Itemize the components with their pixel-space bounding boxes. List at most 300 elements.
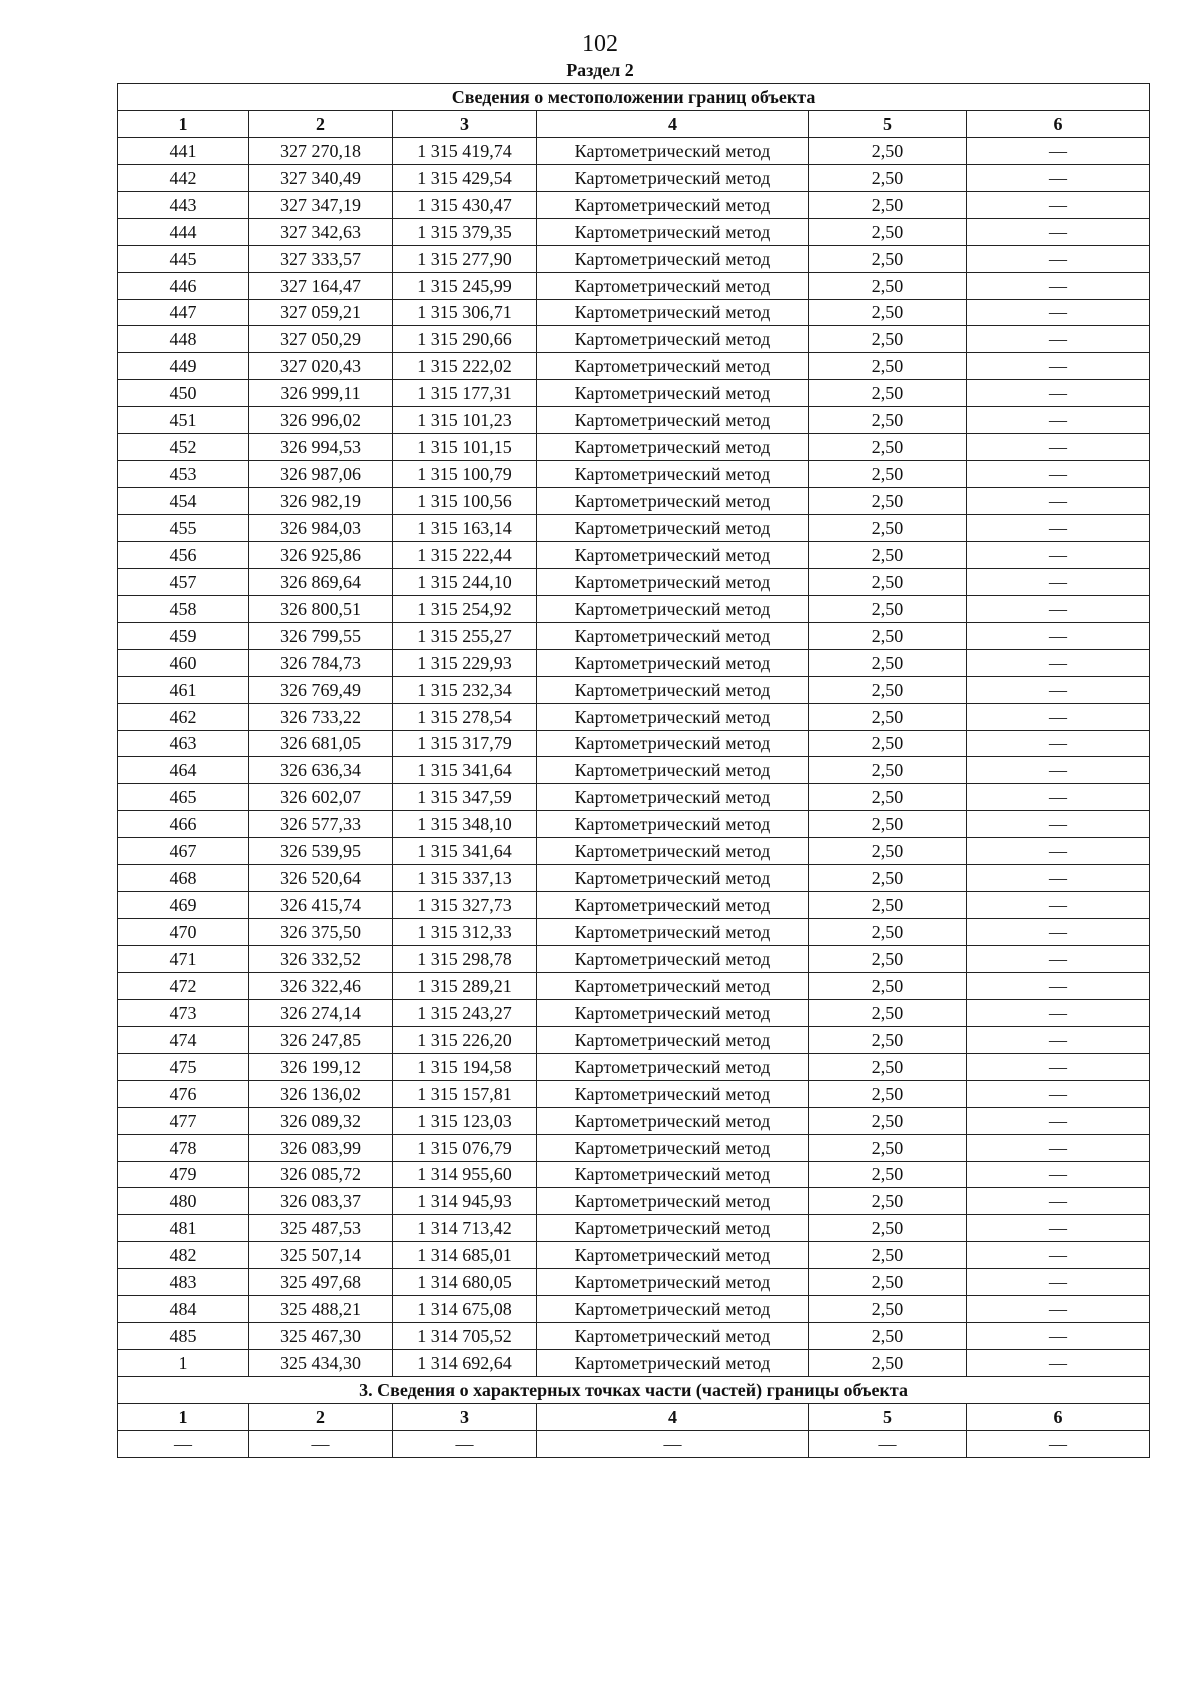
description-cell: — (967, 272, 1150, 299)
accuracy-cell: 2,50 (809, 218, 967, 245)
x-coordinate-cell: 326 085,72 (249, 1161, 393, 1188)
point-number-cell: 452 (118, 434, 249, 461)
accuracy-cell: 2,50 (809, 919, 967, 946)
point-number-cell: 458 (118, 595, 249, 622)
x-coordinate-cell: 327 340,49 (249, 164, 393, 191)
y-coordinate-cell: 1 315 229,93 (393, 649, 537, 676)
method-cell: Картометрический метод (537, 811, 809, 838)
method-cell: Картометрический метод (537, 999, 809, 1026)
table-row (118, 595, 1150, 622)
table-row (118, 784, 1150, 811)
section3-header-row (118, 1403, 1150, 1430)
y-coordinate-cell: 1 314 955,60 (393, 1161, 537, 1188)
accuracy-cell: 2,50 (809, 1215, 967, 1242)
accuracy-cell: 2,50 (809, 380, 967, 407)
column-header: 4 (537, 1403, 809, 1430)
y-coordinate-cell: 1 315 298,78 (393, 946, 537, 973)
table-row (118, 541, 1150, 568)
description-cell: — (967, 784, 1150, 811)
page-number: 102 (582, 31, 618, 57)
table-row (118, 1053, 1150, 1080)
method-cell: Картометрический метод (537, 380, 809, 407)
table-row (118, 164, 1150, 191)
method-cell: Картометрический метод (537, 1080, 809, 1107)
x-coordinate-cell: 326 769,49 (249, 676, 393, 703)
method-cell: Картометрический метод (537, 1215, 809, 1242)
accuracy-cell: 2,50 (809, 757, 967, 784)
description-cell: — (967, 515, 1150, 542)
column-header: 2 (249, 1403, 393, 1430)
x-coordinate-cell: 326 602,07 (249, 784, 393, 811)
method-cell: Картометрический метод (537, 1323, 809, 1350)
y-coordinate-cell: 1 315 076,79 (393, 1134, 537, 1161)
y-coordinate-cell: 1 315 254,92 (393, 595, 537, 622)
description-cell: — (967, 137, 1150, 164)
method-cell: Картометрический метод (537, 757, 809, 784)
description-cell: — (967, 757, 1150, 784)
description-cell: — (967, 407, 1150, 434)
x-coordinate-cell: 326 733,22 (249, 703, 393, 730)
x-coordinate-cell: 325 487,53 (249, 1215, 393, 1242)
table-row (118, 1242, 1150, 1269)
description-cell: — (967, 1161, 1150, 1188)
column-header: 3 (393, 110, 537, 137)
table-row (118, 434, 1150, 461)
accuracy-cell: 2,50 (809, 434, 967, 461)
point-number-cell: 447 (118, 299, 249, 326)
x-coordinate-cell: 326 136,02 (249, 1080, 393, 1107)
point-number-cell: 479 (118, 1161, 249, 1188)
description-cell: — (967, 326, 1150, 353)
y-coordinate-cell: 1 315 157,81 (393, 1080, 537, 1107)
y-coordinate-cell: 1 314 705,52 (393, 1323, 537, 1350)
method-cell: Картометрический метод (537, 892, 809, 919)
table-row (118, 1080, 1150, 1107)
y-coordinate-cell: 1 315 341,64 (393, 757, 537, 784)
accuracy-cell: 2,50 (809, 784, 967, 811)
point-number-cell: 451 (118, 407, 249, 434)
description-cell: — (967, 730, 1150, 757)
description-cell: — (967, 999, 1150, 1026)
table-row (118, 326, 1150, 353)
y-coordinate-cell: 1 314 680,05 (393, 1269, 537, 1296)
x-coordinate-cell: 325 467,30 (249, 1323, 393, 1350)
method-cell: Картометрический метод (537, 1107, 809, 1134)
description-cell: — (967, 919, 1150, 946)
accuracy-cell: 2,50 (809, 191, 967, 218)
column-header: 6 (967, 1403, 1150, 1430)
table-row (118, 676, 1150, 703)
table-title: Сведения о местоположении границ объекта (118, 84, 1150, 111)
point-number-cell: 455 (118, 515, 249, 542)
method-cell: Картометрический метод (537, 622, 809, 649)
description-cell: — (967, 434, 1150, 461)
method-cell: Картометрический метод (537, 838, 809, 865)
y-coordinate-cell: 1 315 100,79 (393, 461, 537, 488)
x-coordinate-cell: 325 497,68 (249, 1269, 393, 1296)
x-coordinate-cell: 326 083,99 (249, 1134, 393, 1161)
accuracy-cell: 2,50 (809, 676, 967, 703)
description-cell: — (967, 1107, 1150, 1134)
x-coordinate-cell: 326 274,14 (249, 999, 393, 1026)
column-header-row (118, 110, 1150, 137)
description-cell: — (967, 892, 1150, 919)
point-number-cell: 467 (118, 838, 249, 865)
y-coordinate-cell: 1 314 713,42 (393, 1215, 537, 1242)
table-row (118, 568, 1150, 595)
description-cell: — (967, 1053, 1150, 1080)
point-number-cell: 442 (118, 164, 249, 191)
y-coordinate-cell: 1 314 685,01 (393, 1242, 537, 1269)
empty-cell: — (118, 1430, 249, 1457)
y-coordinate-cell: 1 315 317,79 (393, 730, 537, 757)
method-cell: Картометрический метод (537, 865, 809, 892)
x-coordinate-cell: 326 982,19 (249, 488, 393, 515)
x-coordinate-cell: 327 342,63 (249, 218, 393, 245)
accuracy-cell: 2,50 (809, 272, 967, 299)
point-number-cell: 468 (118, 865, 249, 892)
point-number-cell: 449 (118, 353, 249, 380)
table-row (118, 1134, 1150, 1161)
y-coordinate-cell: 1 315 177,31 (393, 380, 537, 407)
column-header: 5 (809, 1403, 967, 1430)
point-number-cell: 453 (118, 461, 249, 488)
accuracy-cell: 2,50 (809, 1053, 967, 1080)
description-cell: — (967, 1215, 1150, 1242)
description-cell: — (967, 1242, 1150, 1269)
x-coordinate-cell: 326 083,37 (249, 1188, 393, 1215)
point-number-cell: 448 (118, 326, 249, 353)
method-cell: Картометрический метод (537, 326, 809, 353)
accuracy-cell: 2,50 (809, 1188, 967, 1215)
accuracy-cell: 2,50 (809, 946, 967, 973)
point-number-cell: 478 (118, 1134, 249, 1161)
y-coordinate-cell: 1 315 341,64 (393, 838, 537, 865)
description-cell: — (967, 946, 1150, 973)
x-coordinate-cell: 326 520,64 (249, 865, 393, 892)
description-cell: — (967, 164, 1150, 191)
description-cell: — (967, 218, 1150, 245)
method-cell: Картометрический метод (537, 434, 809, 461)
description-cell: — (967, 595, 1150, 622)
y-coordinate-cell: 1 315 226,20 (393, 1026, 537, 1053)
method-cell: Картометрический метод (537, 649, 809, 676)
description-cell: — (967, 1134, 1150, 1161)
table-row (118, 1215, 1150, 1242)
method-cell: Картометрический метод (537, 272, 809, 299)
x-coordinate-cell: 327 333,57 (249, 245, 393, 272)
description-cell: — (967, 1080, 1150, 1107)
x-coordinate-cell: 326 539,95 (249, 838, 393, 865)
table-row (118, 703, 1150, 730)
y-coordinate-cell: 1 314 945,93 (393, 1188, 537, 1215)
method-cell: Картометрический метод (537, 488, 809, 515)
column-header: 4 (537, 110, 809, 137)
x-coordinate-cell: 325 434,30 (249, 1350, 393, 1377)
point-number-cell: 446 (118, 272, 249, 299)
table-row (118, 649, 1150, 676)
x-coordinate-cell: 326 636,34 (249, 757, 393, 784)
description-cell: — (967, 622, 1150, 649)
method-cell: Картометрический метод (537, 353, 809, 380)
method-cell: Картометрический метод (537, 919, 809, 946)
method-cell: Картометрический метод (537, 137, 809, 164)
description-cell: — (967, 1296, 1150, 1323)
y-coordinate-cell: 1 314 675,08 (393, 1296, 537, 1323)
y-coordinate-cell: 1 315 379,35 (393, 218, 537, 245)
section3-title: 3. Сведения о характерных точках части (частей) границы объекта (118, 1377, 1150, 1404)
point-number-cell: 475 (118, 1053, 249, 1080)
boundary-table-body (118, 84, 1150, 1458)
empty-cell: — (393, 1430, 537, 1457)
table-row (118, 515, 1150, 542)
x-coordinate-cell: 326 332,52 (249, 946, 393, 973)
table-row (118, 1161, 1150, 1188)
method-cell: Картометрический метод (537, 730, 809, 757)
table-row (118, 137, 1150, 164)
x-coordinate-cell: 325 488,21 (249, 1296, 393, 1323)
accuracy-cell: 2,50 (809, 488, 967, 515)
table-row (118, 245, 1150, 272)
section3-row (118, 1430, 1150, 1457)
x-coordinate-cell: 327 164,47 (249, 272, 393, 299)
y-coordinate-cell: 1 315 277,90 (393, 245, 537, 272)
method-cell: Картометрический метод (537, 1242, 809, 1269)
method-cell: Картометрический метод (537, 541, 809, 568)
point-number-cell: 462 (118, 703, 249, 730)
description-cell: — (967, 568, 1150, 595)
accuracy-cell: 2,50 (809, 515, 967, 542)
method-cell: Картометрический метод (537, 515, 809, 542)
table-row (118, 757, 1150, 784)
description-cell: — (967, 461, 1150, 488)
x-coordinate-cell: 326 994,53 (249, 434, 393, 461)
table-row (118, 811, 1150, 838)
method-cell: Картометрический метод (537, 461, 809, 488)
y-coordinate-cell: 1 315 123,03 (393, 1107, 537, 1134)
y-coordinate-cell: 1 315 101,15 (393, 434, 537, 461)
y-coordinate-cell: 1 315 348,10 (393, 811, 537, 838)
description-cell: — (967, 676, 1150, 703)
accuracy-cell: 2,50 (809, 622, 967, 649)
column-header: 1 (118, 110, 249, 137)
y-coordinate-cell: 1 315 243,27 (393, 999, 537, 1026)
x-coordinate-cell: 326 247,85 (249, 1026, 393, 1053)
x-coordinate-cell: 326 681,05 (249, 730, 393, 757)
method-cell: Картометрический метод (537, 946, 809, 973)
point-number-cell: 459 (118, 622, 249, 649)
table-row (118, 1296, 1150, 1323)
accuracy-cell: 2,50 (809, 730, 967, 757)
description-cell: — (967, 1350, 1150, 1377)
x-coordinate-cell: 326 415,74 (249, 892, 393, 919)
accuracy-cell: 2,50 (809, 1323, 967, 1350)
method-cell: Картометрический метод (537, 245, 809, 272)
table-row (118, 218, 1150, 245)
accuracy-cell: 2,50 (809, 1269, 967, 1296)
point-number-cell: 476 (118, 1080, 249, 1107)
x-coordinate-cell: 327 347,19 (249, 191, 393, 218)
y-coordinate-cell: 1 315 255,27 (393, 622, 537, 649)
point-number-cell: 450 (118, 380, 249, 407)
x-coordinate-cell: 327 020,43 (249, 353, 393, 380)
method-cell: Картометрический метод (537, 1026, 809, 1053)
section-label: Раздел 2 (566, 60, 634, 80)
table-row (118, 999, 1150, 1026)
point-number-cell: 460 (118, 649, 249, 676)
point-number-cell: 464 (118, 757, 249, 784)
point-number-cell: 481 (118, 1215, 249, 1242)
y-coordinate-cell: 1 315 289,21 (393, 972, 537, 999)
method-cell: Картометрический метод (537, 676, 809, 703)
accuracy-cell: 2,50 (809, 137, 967, 164)
point-number-cell: 469 (118, 892, 249, 919)
accuracy-cell: 2,50 (809, 892, 967, 919)
point-number-cell: 456 (118, 541, 249, 568)
x-coordinate-cell: 326 784,73 (249, 649, 393, 676)
table-row (118, 946, 1150, 973)
y-coordinate-cell: 1 315 429,54 (393, 164, 537, 191)
accuracy-cell: 2,50 (809, 595, 967, 622)
accuracy-cell: 2,50 (809, 353, 967, 380)
description-cell: — (967, 703, 1150, 730)
y-coordinate-cell: 1 315 312,33 (393, 919, 537, 946)
accuracy-cell: 2,50 (809, 326, 967, 353)
accuracy-cell: 2,50 (809, 1242, 967, 1269)
x-coordinate-cell: 326 322,46 (249, 972, 393, 999)
y-coordinate-cell: 1 315 290,66 (393, 326, 537, 353)
description-cell: — (967, 838, 1150, 865)
point-number-cell: 441 (118, 137, 249, 164)
y-coordinate-cell: 1 315 278,54 (393, 703, 537, 730)
method-cell: Картометрический метод (537, 784, 809, 811)
column-header: 5 (809, 110, 967, 137)
table-title-row (118, 84, 1150, 111)
method-cell: Картометрический метод (537, 703, 809, 730)
table-row (118, 1107, 1150, 1134)
method-cell: Картометрический метод (537, 972, 809, 999)
point-number-cell: 461 (118, 676, 249, 703)
point-number-cell: 485 (118, 1323, 249, 1350)
description-cell: — (967, 488, 1150, 515)
description-cell: — (967, 1188, 1150, 1215)
description-cell: — (967, 1269, 1150, 1296)
method-cell: Картометрический метод (537, 299, 809, 326)
point-number-cell: 473 (118, 999, 249, 1026)
table-row (118, 892, 1150, 919)
accuracy-cell: 2,50 (809, 568, 967, 595)
x-coordinate-cell: 326 925,86 (249, 541, 393, 568)
column-header: 6 (967, 110, 1150, 137)
empty-cell: — (537, 1430, 809, 1457)
empty-cell: — (249, 1430, 393, 1457)
accuracy-cell: 2,50 (809, 999, 967, 1026)
y-coordinate-cell: 1 315 245,99 (393, 272, 537, 299)
point-number-cell: 483 (118, 1269, 249, 1296)
method-cell: Картометрический метод (537, 595, 809, 622)
point-number-cell: 443 (118, 191, 249, 218)
description-cell: — (967, 972, 1150, 999)
x-coordinate-cell: 327 059,21 (249, 299, 393, 326)
empty-cell: — (809, 1430, 967, 1457)
y-coordinate-cell: 1 315 430,47 (393, 191, 537, 218)
accuracy-cell: 2,50 (809, 1026, 967, 1053)
x-coordinate-cell: 326 799,55 (249, 622, 393, 649)
x-coordinate-cell: 326 996,02 (249, 407, 393, 434)
section3-title-row (118, 1377, 1150, 1404)
description-cell: — (967, 245, 1150, 272)
accuracy-cell: 2,50 (809, 1161, 967, 1188)
method-cell: Картометрический метод (537, 1161, 809, 1188)
description-cell: — (967, 299, 1150, 326)
table-row (118, 730, 1150, 757)
point-number-cell: 472 (118, 972, 249, 999)
table-row (118, 972, 1150, 999)
x-coordinate-cell: 326 375,50 (249, 919, 393, 946)
table-row (118, 1188, 1150, 1215)
table-row (118, 407, 1150, 434)
column-header: 2 (249, 110, 393, 137)
column-header: 3 (393, 1403, 537, 1430)
table-row (118, 488, 1150, 515)
description-cell: — (967, 380, 1150, 407)
accuracy-cell: 2,50 (809, 838, 967, 865)
method-cell: Картометрический метод (537, 1296, 809, 1323)
x-coordinate-cell: 326 869,64 (249, 568, 393, 595)
empty-cell: — (967, 1430, 1150, 1457)
method-cell: Картометрический метод (537, 191, 809, 218)
y-coordinate-cell: 1 315 222,44 (393, 541, 537, 568)
point-number-cell: 477 (118, 1107, 249, 1134)
y-coordinate-cell: 1 315 347,59 (393, 784, 537, 811)
accuracy-cell: 2,50 (809, 461, 967, 488)
point-number-cell: 465 (118, 784, 249, 811)
y-coordinate-cell: 1 315 327,73 (393, 892, 537, 919)
description-cell: — (967, 1026, 1150, 1053)
accuracy-cell: 2,50 (809, 407, 967, 434)
table-row (118, 919, 1150, 946)
x-coordinate-cell: 326 800,51 (249, 595, 393, 622)
table-row (118, 299, 1150, 326)
y-coordinate-cell: 1 314 692,64 (393, 1350, 537, 1377)
point-number-cell: 454 (118, 488, 249, 515)
table-row (118, 272, 1150, 299)
point-number-cell: 457 (118, 568, 249, 595)
accuracy-cell: 2,50 (809, 703, 967, 730)
y-coordinate-cell: 1 315 100,56 (393, 488, 537, 515)
table-row (118, 1323, 1150, 1350)
method-cell: Картометрический метод (537, 1350, 809, 1377)
description-cell: — (967, 541, 1150, 568)
y-coordinate-cell: 1 315 194,58 (393, 1053, 537, 1080)
boundary-table (117, 83, 1150, 1458)
accuracy-cell: 2,50 (809, 1350, 967, 1377)
accuracy-cell: 2,50 (809, 541, 967, 568)
y-coordinate-cell: 1 315 244,10 (393, 568, 537, 595)
table-row (118, 191, 1150, 218)
column-header: 1 (118, 1403, 249, 1430)
y-coordinate-cell: 1 315 101,23 (393, 407, 537, 434)
table-row (118, 838, 1150, 865)
point-number-cell: 480 (118, 1188, 249, 1215)
x-coordinate-cell: 326 987,06 (249, 461, 393, 488)
x-coordinate-cell: 327 050,29 (249, 326, 393, 353)
method-cell: Картометрический метод (537, 568, 809, 595)
x-coordinate-cell: 326 577,33 (249, 811, 393, 838)
description-cell: — (967, 353, 1150, 380)
table-row (118, 1350, 1150, 1377)
y-coordinate-cell: 1 315 337,13 (393, 865, 537, 892)
